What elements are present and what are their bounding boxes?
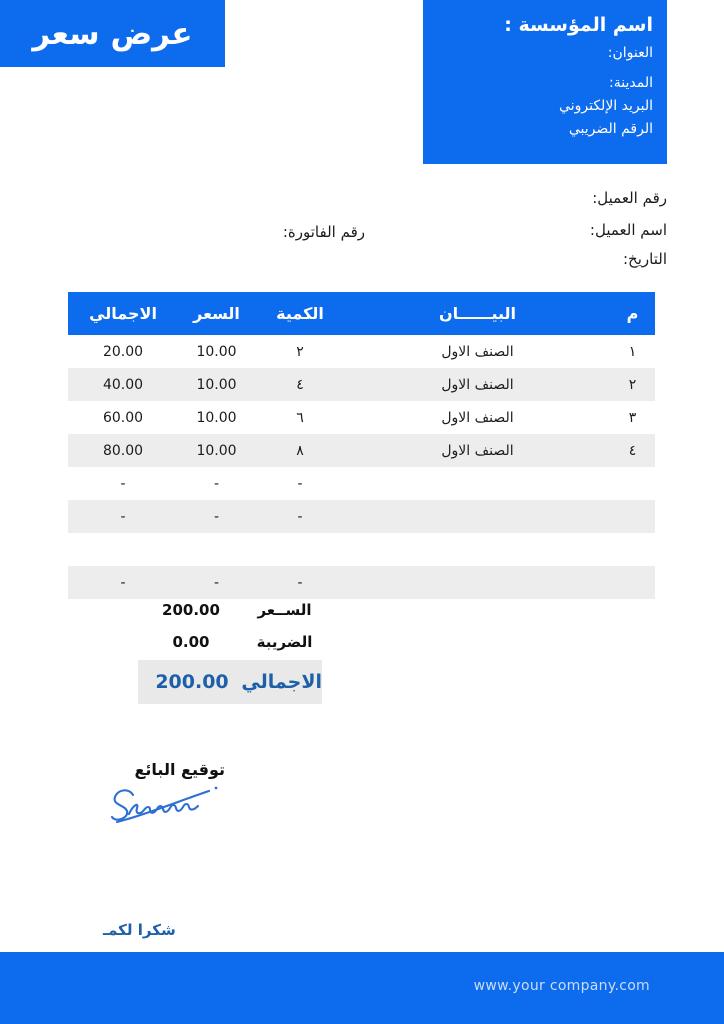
cell-price	[178, 533, 255, 566]
cell-total: 80.00	[102, 442, 144, 459]
cell-description	[345, 566, 610, 599]
subtotal-label: الســعر	[257, 601, 312, 619]
seller-signature-label: توقيع البائع	[134, 760, 225, 779]
cell-total: -	[120, 574, 126, 591]
grand-total-row	[138, 660, 322, 704]
tax-value: 0.00	[172, 633, 210, 651]
date-label: التاريخ:	[623, 250, 667, 268]
grand-total-value: 200.00	[155, 671, 229, 693]
header-description: البيــــــان	[438, 304, 517, 323]
items-table	[68, 292, 655, 599]
cell-quantity: ٦	[296, 409, 304, 426]
company-info-box	[423, 0, 667, 164]
cell-description: الصنف الاول	[441, 442, 514, 459]
cell-no: ١	[628, 343, 637, 360]
cell-quantity: -	[297, 475, 303, 492]
company-tax-label: الرقم الضريبي	[568, 121, 653, 137]
document-title-badge	[0, 0, 225, 67]
cell-total: 20.00	[102, 343, 144, 360]
customer-name-label: اسم العميل:	[589, 221, 667, 239]
cell-price: -	[213, 475, 220, 492]
cell-quantity: -	[297, 574, 303, 591]
cell-quantity: ٨	[296, 442, 304, 459]
items-body	[68, 335, 655, 599]
cell-price: 10.00	[196, 343, 237, 360]
table-row	[68, 401, 655, 434]
cell-total	[68, 533, 178, 566]
footer-bar	[0, 952, 724, 1024]
company-email-label: البريد الإلكتروني	[559, 98, 653, 114]
cell-quantity: -	[297, 508, 303, 525]
cell-no: ٣	[628, 409, 637, 426]
table-row	[68, 467, 655, 500]
items-table-header	[68, 292, 655, 335]
cell-total: -	[120, 508, 126, 525]
cell-quantity: ٢	[296, 343, 304, 360]
header-no: م	[626, 304, 639, 323]
subtotal-row	[68, 594, 323, 626]
cell-price: -	[213, 574, 220, 591]
cell-description: الصنف الاول	[441, 343, 514, 360]
cell-price: -	[213, 508, 220, 525]
table-row	[68, 500, 655, 533]
cell-description: الصنف الاول	[441, 409, 514, 426]
cell-total: 40.00	[102, 376, 144, 393]
cell-no	[610, 500, 655, 533]
company-address-label: العنوان:	[607, 45, 653, 61]
document-title: عرض سعر	[32, 15, 193, 52]
cell-no: ٢	[628, 376, 637, 393]
cell-no: ٤	[628, 442, 637, 459]
table-row	[68, 335, 655, 368]
header-price: السعر	[193, 304, 240, 323]
cell-no	[610, 467, 655, 500]
signature-block	[103, 760, 229, 826]
invoice-number-label: رقم الفاتورة:	[282, 223, 365, 241]
cell-price: 10.00	[196, 409, 237, 426]
signature-script-icon	[103, 780, 227, 826]
grand-total-label: الاجمالي	[241, 671, 322, 693]
table-row	[68, 368, 655, 401]
table-row	[68, 434, 655, 467]
company-city-label: المدينة:	[609, 75, 653, 91]
subtotal-value: 200.00	[162, 601, 220, 619]
cell-quantity: ٤	[296, 376, 304, 393]
cell-description	[345, 467, 610, 500]
tax-label: الضريبة	[256, 633, 313, 651]
cell-total: 60.00	[102, 409, 144, 426]
website-url: www.your company.com	[473, 978, 650, 994]
table-row	[68, 533, 655, 566]
thank-you-note: شكرا لكمـ	[103, 921, 176, 939]
cell-total: -	[120, 475, 126, 492]
cell-no	[610, 533, 655, 566]
header-quantity: الكمية	[276, 304, 324, 323]
cell-price: 10.00	[196, 376, 237, 393]
cell-description	[345, 533, 610, 566]
cell-price: 10.00	[196, 442, 237, 459]
cell-no	[610, 566, 655, 599]
cell-description: الصنف الاول	[441, 376, 514, 393]
cell-description	[345, 500, 610, 533]
company-name-label: اسم المؤسسة :	[504, 14, 653, 36]
cell-quantity	[255, 533, 345, 566]
header-total: الاجمالي	[89, 304, 157, 323]
totals-section	[68, 594, 323, 704]
tax-row	[68, 626, 323, 658]
customer-number-label: رقم العميل:	[592, 189, 667, 207]
